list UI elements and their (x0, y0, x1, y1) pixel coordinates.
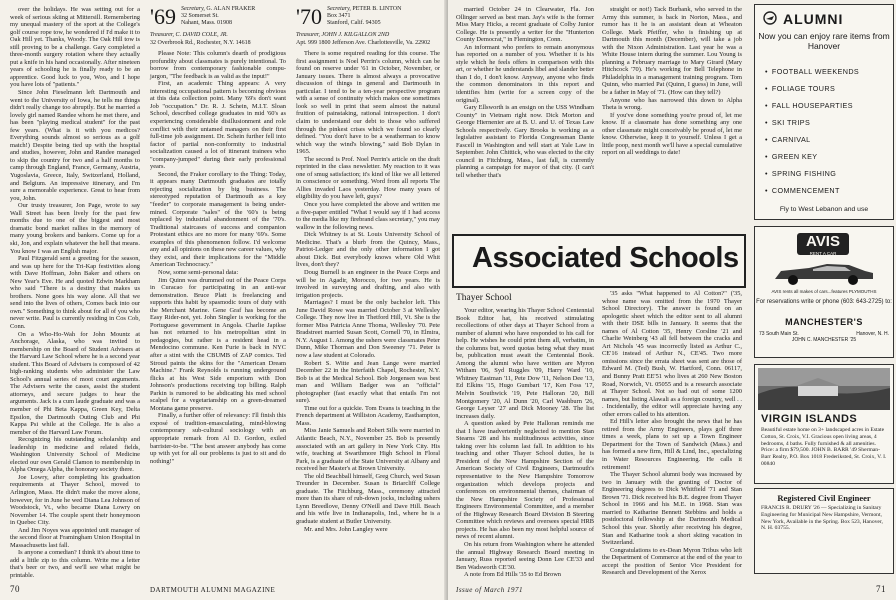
paragraph: Is anyone a comedian? I think it's about time to add a little zip to this column. Write me a letter that's beer or two, and we'll see what might be printable. (10, 549, 140, 580)
avis-note: AVIS rents all makes of cars...features PLYMOUTHS (771, 289, 877, 294)
paragraph: Robert S. Witte and Jean Lange were married December 22 in the Interfaith Chapel, Rochester, N.Y. Bob is at the Medical School. Bob Jorgensen was best man and William Badger was an "official" photographer (fast exactly what that entails I'm not sure). (296, 359, 440, 405)
paragraph: An informant who prefers to remain anonymous has reported on a number of you. Whether it is his style which he feels offers in comparison with this art, or whether he understands libel and slander better than I do, I don't know. Anyway, anyone who finds the common denominators in this report and identifies him (write for a screen copy of the original). (456, 43, 594, 104)
paragraph: Ed Hill's letter also brought the news that he has retired from the Army Engineers, plays golf three times a week, plans to set up a Town Engineer Department for the Town of Sandwich (Mass.) and has formed a new firm, Hill & Lind, Inc., specializing in Water Resources Engineering. He calls it retirement! (602, 418, 742, 471)
treasurer: Treasurer, JOHN J. KILGALLON 2ND (296, 32, 390, 38)
paragraph: Time out for a quickie. Tom Evans is teaching in the French department at Williston Academy, Easthampton, Mass. (296, 404, 440, 427)
avis-contact: JOHN C. MANCHESTER '25 (791, 337, 857, 343)
right-page (448, 0, 896, 600)
paragraph: Doug Burnell is an engineer in the Peace Corps and will be in Agadir, Morocco, for two years. He is involved in surveying and drafting, and also with irrigation projects. (296, 268, 440, 299)
list-item: • FOLIAGE TOURS (765, 80, 859, 97)
paragraph: Mr. and Mrs. John Langley were (304, 525, 388, 533)
treasurer-address: 32 Overbrook Rd., Rochester, N.Y. 14618 (150, 39, 251, 46)
avis-ad (754, 226, 894, 358)
avis-logo-subtitle: RENT A CAR (809, 251, 837, 256)
virgin-islands-text: Beautiful estate home on 3+ landscaped acres in Estate Cotton, St. Croix, V.I. Gracious open living areas, 4 bedrooms, 4 baths. Fully furnished & all amenities. Price: a firm $79,500. JOHN B. BARR '49 Sherman-Barr Realty, P.O. Box 1018 Frederiksted, St. Croix, V. I. 00840 (761, 427, 887, 467)
list-item: • SKI TRIPS (765, 114, 859, 131)
secretary-address-2: Nahant, Mass. 01908 (180, 20, 232, 26)
thayer-column-1 (456, 290, 594, 579)
column-1 (10, 6, 140, 580)
class-year: '69 (150, 4, 176, 29)
list-item: • SPRING FISHING (765, 165, 859, 182)
list-item: • FOOTBALL WEEKENDS (765, 63, 859, 80)
paragraph: Gary Ellsworth is an ensign on the USS Windham County" in Vietnam right now. Dick Morton and George Hiernenier are at B. U. and U. of Texas Law Schools respectively. Gary Brooks is working as a legislative assistant to Florida Congressman Dante Fascell in Washington and will start at Yale Law in September. John Chittick, who was elected to the city council in Fitchburg, Mass., last fall, is currently planning a campaign for mayor of that city. (I can't tell whether that's (456, 104, 594, 180)
paragraph: Anyone who has narrowed this down to Alpha Theta is wrong. (602, 96, 742, 112)
column-3 (296, 6, 440, 576)
virgin-islands-ad (754, 364, 894, 484)
paragraph: Our trusty treasurer, Jon Page, wrote to say Wall Street has been lively for the past few months due to one of the biggest and most dramatic bond market rallies in the memory of many young brokers and bankers. Come up for a ski, Jon, and explain whatever the hell that means. You know I was an English major. (10, 202, 140, 255)
list-item: • COMMENCEMENT (765, 182, 859, 199)
paragraph: Finally, a further offer of relevancy: I'll finish this exposé of tradition-emasculating, mind-blowing contemporary sub-cultural sociology with an appropriate remark from Al D. Gordon, exiled barrister-to-be. "The best answer anybody has come up with yet for all our problems is just to sit and do nothing!" (150, 412, 286, 465)
alumni-ad (754, 4, 894, 220)
paragraph: over the holidays. He was setting out for a week of serious skiing at Mittersill. Remembering my unequal mastery of the sport at the College's golf course rope tow, he wondered if I'd make it to Oak Hill yet. Thanks, Woody. The Oak Hill tow is still proving to be a challenge. Gary completed a three-month surgery rotation where they actually put a knife in his hand occasionally. After nineteen years of schooling he is finally ready to be an apprentice. Good luck to you, Woo, and I hope you have lots of "patients." (10, 6, 140, 89)
avis-dealer-name: MANCHESTER'S (785, 317, 863, 327)
virgin-islands-title: VIRGIN ISLANDS (761, 413, 858, 425)
estate-photo (758, 368, 890, 410)
paragraph: Second, the Fraker corollary to the Thing: Today, it appears many Dartmouth graduates are totally rejecting socialization by big business. The stereotyped reputation of Dartmouth as a key "feeder" to corporate management is being under-mined. Corporate "sales" of the '60's is being replaced by industrial abandonment of the '70's. Traditional staircases of success and companion Protestant ethics are no more for many '69's. Some examples of this phenomenon follow. I'd welcome any and all opinions on these new career values, why they exist, and their implications for the "Middle American Technocracy." (150, 170, 286, 269)
paragraph: The Thayer School alumni body was increased by two in January with the granting of Doctor of Engineering degrees to Dick Whitfield '71 and Stan Brown '71. Dick received his B.E. degree from Thayer School in 1966 and his M.E. in 1968. Stan was married to Katharine Bennett Stebbins and holds a postdoctoral fellowship at the Dartmouth Medical School this year. Shortly after receiving his degree, Stan and Katharine took a short skiing vacation in Switzerland. (602, 471, 742, 547)
column-2 (150, 6, 286, 576)
column-2 (602, 6, 742, 226)
paragraph: Marriages? I must be the only bachelor left. This June David Rowe was married October 3 at Wellesley College. They now live in Thetford Hill, Vt. She is the former Miss Patricia Anne Thoma, Wellesley '70. Pete Bradstreet married Susan Scott, Cornell '70, in Elmira, N.Y. August 1. Among the ushers were classmates Peter Dunn, Mike Thorman and Don Sweeney '71. Peter is now a law student at Colorado. (296, 299, 440, 359)
secretary-address-1: Box 3471 (326, 13, 351, 19)
thayer-column-2 (602, 290, 742, 577)
paragraph: On his return from Washington where he attended the annual Highway Research Board meeting in January, Russ reported seeing Donn Lee CE'33 and Ben Wadsworth CE'30. (456, 540, 594, 571)
avis-address-1: 73 South Main St. (759, 331, 799, 337)
civil-engineer-ad (754, 488, 894, 574)
paragraph: Miss Janie Samuels and Robert Sills were married in Atlantic Beach, N.Y., November 25. Bob is presently associated with an art gallery in New York City. His wife, teaching at Swarthmore High School in Floral Park, is a graduate of the State University at Albany and received her Master's at Brown University. (296, 427, 440, 473)
column-1 (456, 6, 594, 226)
paragraph: straight or not!) Tack Burbank, who served in the Army this summer, is back in Norton, Mass., and rumor has it he is an assistant dean at Wheaton College. Mark Pfeiffer, who is finishing up at Dartmouth this month (December), will take a job with the Nixon Administration. Last year he was a White House intern during the summer. Lou Young is planning a February marriage to Mary Girard (Mary Hitchcock '70). He's working for Bell Telephone in Philadelphia in a management training program. Tom Quinn, who married Pat (Quinn, I guess) in June, will be a father in May of '71. (How can they tell?) (602, 6, 742, 97)
alumni-ad-footer: Fly to West Lebanon and use (779, 206, 869, 213)
alumni-ad-subtitle: Now you can enjoy rare items from Hanover (758, 31, 890, 51)
civil-engineer-title: Registered Civil Engineer (777, 493, 871, 503)
class-year: '70 (296, 4, 322, 29)
civil-engineer-text: FRANCIS R. DRURY '26 — Specializing in Sanitary Engineering for Municipal New Hampshire, Vermont, New York, Available in the Spring. Box 523, Hanover, N. H. 03755. (761, 505, 883, 532)
paragraph: And Jim Noyes was appointed unit manager of the second floor at Framingham Union Hospital in Massachusetts last fall. (10, 526, 140, 549)
paragraph: If you've done something you're proud of, let me know. If a classmate has done something any one other classmate might conceivably be proud of, let me know. Otherwise, keep it to yourself. Unless I get a little poop, next month we'll have a special cumulative report on all weddings to date! (602, 111, 742, 157)
avis-address-2: Hanover, N. H. (856, 331, 889, 337)
secretary-name: G. ALAN FRAKER (206, 6, 256, 12)
avis-reservation: For reservations write or phone (603: 643-2725) to: (756, 299, 892, 305)
column-3-body (296, 50, 440, 533)
thayer-body-1 (456, 307, 594, 579)
secretary-name: PETER B. LINTON (352, 6, 402, 12)
paragraph: Now, some semi-personal data: (158, 268, 239, 276)
associated-schools-title: Associated Schools (472, 242, 739, 274)
paragraph: Since John Fieselmann left Dartmouth and went to the University of Iowa, he tells me things didn't really change too abruptly. But he married a lovely girl named Randee whom he met there, and has been "playing medical student" for the past few years. (What is it with you medicos? Everything sounds almost so serious as a golf match!) Despite being tied up with the hospital and studies, however, John and Randee managed to skip the country for two and a half months to camp through England, France, Germany, Austria, Yugoslavia, Greece, Italy, Switzerland, Holland, and Belgium. An impressive itinerary, and I'm sure a memorable experience. Great to hear from you, John. (10, 89, 140, 202)
list-item: • CARNIVAL (765, 131, 859, 148)
avis-address (759, 331, 889, 343)
airline-logo-icon (763, 11, 777, 25)
paragraph: A note from Ed Hills '35 to Ed Brown (464, 571, 562, 579)
paragraph: The second is Prof. Noel Perrin's article on the draft reprinted in the class newsletter. My reaction to it was one of smug satisfaction; it's kind of like we all lettered in conscience or something. Word from all reports The Allies invaded Laos yesterday. How many years of eligibility do you have left, guys? (296, 155, 440, 201)
secretary-label: Secretary, (326, 6, 351, 12)
paragraph: Your editor, wearing his Thayer School Centennial Book Editor hat, his received stimulating recollections of other days at Thayer School from a number of alumni who have responded to his call for help. He wishes he could print them all, verbatim, in the columns but, word quotas being what they must be, publication must await the Centennial Book. Among the alumni who have written are Myron Witham '06, Syd Ruggles '09, Harry Ward '10, Whitney Eastman '11, Pete Dow '11, Nelson Dee '13, Ed Elkins '15, Hugo Gumbart '17, Ken Foss '17, Melvin Southwick '19, Pete Halloran '20, Bill Montgomery '20, Al Dunn '20, Carl Washburn '26, George Leyser '27 and Dick Mooney '28. The list increases daily. (456, 307, 594, 420)
class-70-header (296, 6, 440, 28)
paragraph: Jim Quinn was drummed out of the Peace Corps in Curacao for participating in an anti-war demonstration. Bruce Platt is freelancing and supports this habit by spasmodic tours of duty with the Merchant Marine. Gene Graf has become an Easy Rider-not, yet. John Singler is working for the Portuguese government in Angola. Charlie Japikse has not returned to his metropolitan stint in pedagogies, but rather is a resident head in a Mendocino commune. Ken Furie is back in NYC after a stint with the CBUMB of ZAP comics. Ted Stroud paints the skins for the "American Dream Machine." Frank Reynolds is running underground flicks at his West Side emporium with Don Johnson's productions receiving top billing. Ralph Parkin is rumored to be abdicating his med school scalpel for a vegetarianship on a green-dreamed Montana game preserve. (150, 276, 286, 412)
list-item: • FALL HOUSEPARTIES (765, 97, 859, 114)
class-69-header (150, 6, 286, 28)
paragraph: Paul Fitzgerald sent a greeting for the season, and was up here for the Tri-Kap festivities along with Dave Hoffman, John Baker and others on New Year's Eve. He and quoted Edwin Markham who said "There is a destiny that makes us brothers. None goes his way alone. All that we send into the lives of others, Comes back into our own." Something to think about for all of you who never write. Paul is currently residing in Cos Cob, Conn. (10, 255, 140, 330)
paragraph: Dick Whitney is at St. Louis University School of Medicine. That's a blurb from the Quincy, Mass., Patriot-Ledger and the only other information I got about Dick. But everybody knows where Old Whit lives, don't they? (296, 231, 440, 269)
secretary-address-1: 32 Somerset St. (180, 13, 219, 19)
issue-date: Issue of March 1971 (456, 586, 523, 594)
list-item: • GREEN KEY (765, 148, 859, 165)
page-number: 71 (876, 584, 886, 594)
secretary-address-2: Stanford, Calif. 94305 (326, 20, 381, 26)
associated-schools-banner (452, 234, 746, 288)
page-number: 70 (10, 584, 20, 594)
class-secretary (327, 6, 402, 27)
paragraph: There is some required reading for this course. The first assignment is Noel Perrin's column, which can be found on reserve under '61 in October, November, or January issues. There is almost always a provocative discussion of things in general and Dartmouth in particular. I tend to be a ten-year perspective program with a sense of continuity which makes one sometimes look so well in print that seem almost the natural fruition of painstaking, rational introspection. I don't claim to understand our debt to those who suffered through the pinkest crises which we found so clearly defined. "You don't have to be a weatherman to know which way the wind's blowing," said Bob Dylan in 1965. (296, 50, 440, 156)
avis-logo: AVIS (797, 233, 849, 255)
thayer-heading: Thayer School (456, 293, 512, 303)
paragraph: First, an academic Thing appears: A very interesting occupational pattern is becoming obvious at this data collection point. Many '69's don't want Job "occupation." Dr. R. J. Schein, M.I.T. Sloan School, described college graduates in mid '60's as experiencing considerable disillusionment and role conflict with their untamed managers on their first full-time job assignment. Dr. Schein further fell into factor of partial non-conformity to industrial socialization caused a lot of itinerant trainees who "company-jumped" during their early professional years. (150, 80, 286, 171)
secretary-label: Secretary, (180, 6, 205, 12)
paragraph: Please Note: This column's dearth of prodigious profundity about classmates is purely intentional. To borrow from contemporary fashionable compu-jargon, "The feedback is as valid as the input!" (150, 50, 286, 80)
paragraph: Once you have completed the above and written me a five-paper entitled "What I would say if I had access to the media like my firebrand class secretary," you may wallow in the following news. (296, 201, 440, 231)
car-icon (769, 261, 879, 287)
treasurer: Treasurer, C. DAVID COLE, JR. (150, 32, 228, 38)
magazine-name: DARTMOUTH ALUMNI MAGAZINE (150, 586, 276, 594)
column-2-body (150, 50, 286, 465)
paragraph: On a Who-Ho-Wah for John Mountz at Anchorage, Alaska, who was invited to membership on the Board of Student Advisers at the Harvard Law School where he is a second year student. This Board of Advisers is composed of 42 high-ranking students who administer the Law School's annual series of moot court arguments. The Advisers write the cases, assist the student attorneys, and secure judges to hear the arguments. Jack is a cum laude graduate and was a member of Phi Beta Kappa, Green Key, Delta Epsilon, the Dartmouth Outing Club and Phi Kappa Psi while at the College. He is also a member of the Harvard Law Forum. (10, 330, 140, 436)
paragraph: The old Beachball himself, Greg Church, wed Susan Treunder in December. Susan is Briarcliff College graduate. The Fitchburg, Mass., ceremony attracted more than its share of rub-down jocks, including ushers Lynn Breedlove, Denny O'Neill and Dave Hill. Beach and his wife live in Indianapolis, Ind., where he is a graduate student at Butler University. (296, 472, 440, 525)
class-secretary (181, 6, 255, 27)
paragraph: '35 asks "What happened to Al Cotton?" ('35, whose name was omitted from the 1970 Thayer School Directory). The answer is found on an apologetic sheet which the editor sent to all alumni with their DSE bills in January. It seems that the names of Al Cotton '35, Henry Corsline '21 and Charlie Weinberg '43 all fell between the cracks and Art Nichols '45 was incorrectly listed as Arthur C., CE'16 instead of Arthur N., CE'45. Two more omissions since the errata sheet was sent are those of Edward M. (Ted) Bush, W. Hartford, Conn. 06117, and Bunny Pratt EE'51 who lives at 260 New Boston Road, Norwich, Vt. 05055 and is a research associate at Thayer School. Not so bad out of some 1200 names, but listing Alawali as a foreign country, well . . . Incidentally, the editor will appreciate having any other errors called to his attention. (602, 290, 742, 418)
paragraph: married October 24 in Clearwater, Fla. Jon Ollinger served as best man. Jay's wife is the former Miss Mary Hicks, a recent graduate of Colby Junior College. He is presently a writer for the "Hunterton County Democrat," in Flemington, Conn. (456, 6, 594, 44)
alumni-ad-list (765, 63, 859, 199)
treasurer-address: Apt. 999 1800 Jefferson Ave. Charlottesville, Va. 22902 (296, 39, 431, 46)
paragraph: Congratulations to ex-Dean Myron Tribus who left the Department of Commerce at the end of the year to accept the position of Senior Vice President for Research and Development of the Xerox (602, 546, 742, 577)
paragraph: A question asked by Pete Halloran reminds me that I have inadvertently neglected to mention Stan Stearns '28 and his multitudinous activities, since taking over his column last fall. In addition to his teaching and other Thayer School duties, he is President of the New Hampshire Section of the American Society of Civil Engineers, Dartmouth's representative to the New Hampshire Tomorrow organization which develops projects and conferences on environmental themes, chairman of the New Hampshire Society of Professional Engineers Environmental Committee, and a member of the Highway Research Board Division B Steering Committee which reviews and oversees special HRB projects. He has also been my most helpful source of news of recent alumni. (456, 420, 594, 541)
paragraph: Joe Lowry, after completing his graduation requirements at Thayer School, moved to Arlington, Mass. He didn't make the move alone, however, for in June he wed Diana Lea Johnson of Woodstock, Vt., who became Diana Lowry on November 14. The couple spent their honeymoon in Quebec City. (10, 473, 140, 527)
alumni-ad-title: ALUMNI (783, 11, 844, 27)
paragraph: Recognizing his outstanding scholarship and leadership in medicine and related fields, Washington University School of Medicine elected our own Gerald Clamon to membership in Alpha Omega Alpha, the honorary society there. (10, 436, 140, 474)
